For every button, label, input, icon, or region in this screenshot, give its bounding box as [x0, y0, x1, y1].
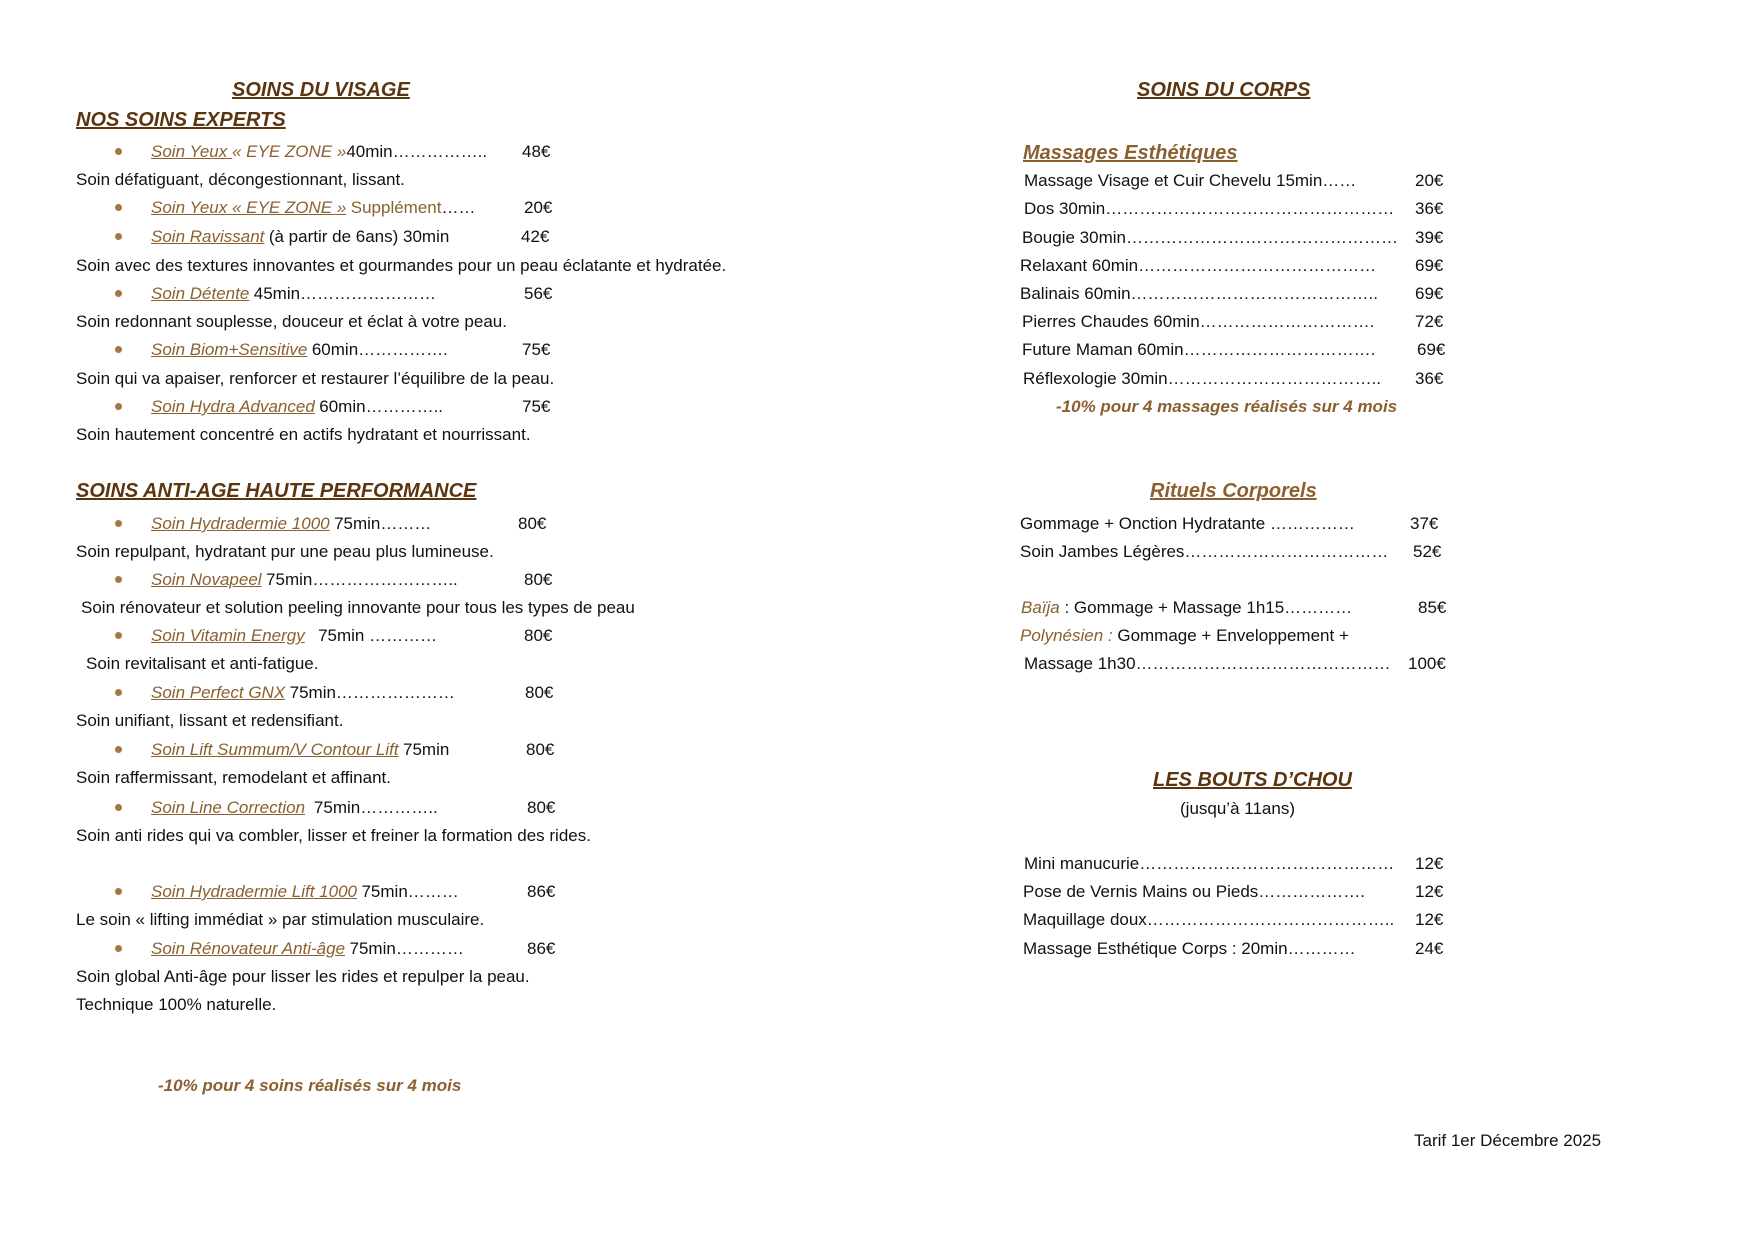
- massage-row: Bougie 30min…………………………………………: [1022, 228, 1398, 247]
- soins-visage-title: SOINS DU VISAGE: [232, 79, 410, 101]
- list-item: Soin Yeux « EYE ZONE » Supplément……: [151, 198, 476, 217]
- bullet-icon: [115, 204, 122, 211]
- massages-heading: Massages Esthétiques: [1023, 142, 1238, 164]
- item-price: 42€: [521, 227, 550, 246]
- massage-price: 69€: [1415, 256, 1444, 275]
- bullet-icon: [115, 689, 122, 696]
- item-price: 48€: [522, 142, 551, 161]
- baija-price: 85€: [1418, 598, 1447, 617]
- massage-row: Balinais 60min……………………………………..: [1020, 284, 1379, 303]
- item-description: Soin unifiant, lissant et redensifiant.: [76, 711, 344, 730]
- item-price: 56€: [524, 284, 553, 303]
- bouts-heading: LES BOUTS D’CHOU: [1153, 769, 1352, 791]
- massage-row: Réflexologie 30min………………………………..: [1023, 369, 1382, 388]
- item-description: Soin rénovateur et solution peeling innovante pour tous les types de peau: [81, 598, 635, 617]
- list-item: Soin Hydradermie 1000 75min………: [151, 514, 432, 533]
- list-item: Soin Novapeel 75min……………………..: [151, 570, 458, 589]
- list-item: Soin Yeux « EYE ZONE »40min……………..: [151, 142, 488, 161]
- massage-price: 39€: [1415, 228, 1444, 247]
- anti-age-heading: SOINS ANTI-AGE HAUTE PERFORMANCE: [76, 480, 477, 502]
- soins-promo: -10% pour 4 soins réalisés sur 4 mois: [158, 1076, 462, 1095]
- bouts-price: 24€: [1415, 939, 1444, 958]
- bouts-row: Maquillage doux……………………………………..: [1023, 910, 1395, 929]
- item-price: 20€: [524, 198, 553, 217]
- polynesien-row: Polynésien : Gommage + Enveloppement +: [1020, 626, 1349, 645]
- massages-promo: -10% pour 4 massages réalisés sur 4 mois: [1056, 397, 1398, 416]
- list-item: Soin Hydradermie Lift 1000 75min………: [151, 882, 459, 901]
- item-description: Soin anti rides qui va combler, lisser et freiner la formation des rides.: [76, 826, 591, 845]
- polynesien-price: 100€: [1408, 654, 1446, 673]
- bouts-price: 12€: [1415, 910, 1444, 929]
- massage-row: Relaxant 60min……………………………………: [1020, 256, 1377, 275]
- list-item: Soin Hydra Advanced 60min…………..: [151, 397, 444, 416]
- massage-price: 69€: [1415, 284, 1444, 303]
- item-description: Le soin « lifting immédiat » par stimulation musculaire.: [76, 910, 485, 929]
- bullet-icon: [115, 804, 122, 811]
- item-description: Soin revitalisant et anti-fatigue.: [86, 654, 319, 673]
- massage-price: 20€: [1415, 171, 1444, 190]
- item-price: 80€: [518, 514, 547, 533]
- item-price: 80€: [526, 740, 555, 759]
- bullet-icon: [115, 520, 122, 527]
- list-item: Soin Biom+Sensitive 60min…………….: [151, 340, 448, 359]
- bouts-row: Pose de Vernis Mains ou Pieds……………….: [1023, 882, 1366, 901]
- list-item: Soin Détente 45min……………………: [151, 284, 437, 303]
- bullet-icon: [115, 290, 122, 297]
- rituel-price: 52€: [1413, 542, 1442, 561]
- item-price: 80€: [524, 570, 553, 589]
- item-description: Soin avec des textures innovantes et gourmandes pour un peau éclatante et hydratée.: [76, 256, 727, 275]
- list-item: Soin Vitamin Energy 75min …………: [151, 626, 438, 645]
- tarif-date: Tarif 1er Décembre 2025: [1414, 1131, 1602, 1150]
- list-item: Soin Lift Summum/V Contour Lift 75min: [151, 740, 450, 759]
- bullet-icon: [115, 346, 122, 353]
- item-price: 86€: [527, 939, 556, 958]
- item-price: 80€: [527, 798, 556, 817]
- bouts-row: Massage Esthétique Corps : 20min…………: [1023, 939, 1356, 958]
- item-description: Soin qui va apaiser, renforcer et restaurer l’équilibre de la peau.: [76, 369, 555, 388]
- item-description: Soin global Anti-âge pour lisser les rides et repulper la peau.: [76, 967, 530, 986]
- bullet-icon: [115, 632, 122, 639]
- bouts-subtitle: (jusqu’à 11ans): [1180, 799, 1295, 818]
- list-item: Soin Line Correction 75min…………..: [151, 798, 438, 817]
- item-description: Soin défatiguant, décongestionnant, lissant.: [76, 170, 405, 189]
- bouts-row: Mini manucurie………………………………………: [1024, 854, 1395, 873]
- item-description: Soin repulpant, hydratant pur une peau plus lumineuse.: [76, 542, 494, 561]
- experts-heading: NOS SOINS EXPERTS: [76, 109, 286, 131]
- polynesien-row-2: Massage 1h30………………………………………: [1024, 654, 1391, 673]
- massage-row: Pierres Chaudes 60min………………………….: [1022, 312, 1375, 331]
- item-description: Technique 100% naturelle.: [76, 995, 277, 1014]
- bullet-icon: [115, 888, 122, 895]
- item-name: Soin Yeux: [151, 142, 228, 161]
- bullet-icon: [115, 945, 122, 952]
- list-item: Soin Ravissant (à partir de 6ans) 30min: [151, 227, 450, 246]
- massage-row: Dos 30min……………………………………………: [1024, 199, 1395, 218]
- item-name-suffix: « EYE ZONE »: [232, 142, 347, 161]
- bouts-price: 12€: [1415, 882, 1444, 901]
- massage-price: 69€: [1417, 340, 1446, 359]
- massage-price: 72€: [1415, 312, 1444, 331]
- rituels-heading: Rituels Corporels: [1150, 480, 1317, 502]
- bullet-icon: [115, 576, 122, 583]
- item-price: 80€: [525, 683, 554, 702]
- rituel-row: Gommage + Onction Hydratante ……………: [1020, 514, 1355, 533]
- bullet-icon: [115, 746, 122, 753]
- bullet-icon: [115, 403, 122, 410]
- bullet-icon: [115, 233, 122, 240]
- item-description: Soin redonnant souplesse, douceur et éclat à votre peau.: [76, 312, 507, 331]
- massage-row: Future Maman 60min…………………………….: [1022, 340, 1376, 359]
- rituel-row: Soin Jambes Légères………………………………: [1020, 542, 1389, 561]
- soins-corps-title: SOINS DU CORPS: [1137, 79, 1311, 101]
- item-price: 86€: [527, 882, 556, 901]
- baija-row: Baïja : Gommage + Massage 1h15…………: [1021, 598, 1353, 617]
- massage-price: 36€: [1415, 369, 1444, 388]
- rituel-price: 37€: [1410, 514, 1439, 533]
- item-description: Soin raffermissant, remodelant et affinant.: [76, 768, 391, 787]
- bouts-price: 12€: [1415, 854, 1444, 873]
- massage-row: Massage Visage et Cuir Chevelu 15min……: [1024, 171, 1357, 190]
- list-item: Soin Rénovateur Anti-âge 75min…………: [151, 939, 464, 958]
- item-price: 75€: [522, 397, 551, 416]
- massage-price: 36€: [1415, 199, 1444, 218]
- bullet-icon: [115, 148, 122, 155]
- item-description: Soin hautement concentré en actifs hydratant et nourrissant.: [76, 425, 531, 444]
- item-price: 80€: [524, 626, 553, 645]
- list-item: Soin Perfect GNX 75min…………………: [151, 683, 455, 702]
- item-price: 75€: [522, 340, 551, 359]
